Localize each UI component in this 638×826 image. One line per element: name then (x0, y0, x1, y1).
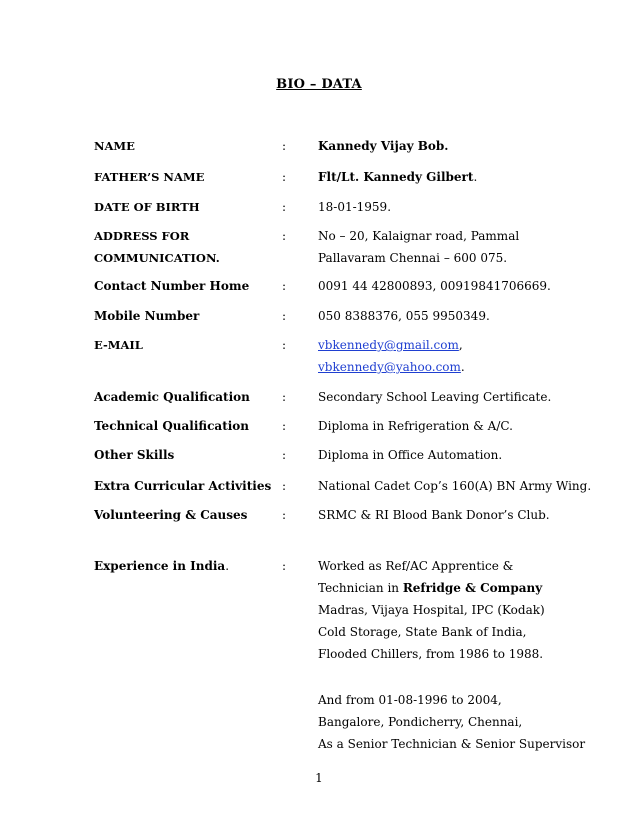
field-technical-label: Technical Qualification (94, 419, 250, 433)
experience-line8: As a Senior Technician & Senior Supervisor (318, 737, 586, 751)
field-extra-value: National Cadet Cop’s 160(A) BN Army Wing. (318, 479, 592, 493)
field-address-label-line1: ADDRESS FOR (94, 229, 190, 243)
experience-line5: Flooded Chillers, from 1986 to 1988. (318, 647, 544, 661)
field-address-value-line1: No – 20, Kalaignar road, Pammal (318, 229, 520, 243)
field-experience-label-tail: . (225, 559, 230, 573)
field-other-skills-colon: : (282, 448, 287, 462)
field-address-value-line2: Pallavaram Chennai – 600 075. (318, 251, 508, 265)
field-email-value (318, 334, 618, 378)
experience-line2-bold: Refridge & Company (402, 581, 543, 595)
field-address-label-line2: COMMUNICATION. (94, 251, 220, 265)
field-experience-colon: : (282, 559, 287, 573)
field-father-value-bold: Flt/Lt. Kannedy Gilbert (318, 170, 474, 184)
field-dob-value: 18-01-1959. (318, 200, 392, 214)
field-father-value (318, 166, 618, 188)
field-address-label (94, 225, 274, 269)
field-mobile-value: 050 8388376, 055 9950349. (318, 309, 490, 323)
document-title: BIO – DATA (276, 77, 362, 92)
experience-line2 (318, 577, 618, 599)
field-father-label: FATHER’S NAME (94, 170, 205, 184)
field-mobile-label: Mobile Number (94, 309, 200, 323)
field-name-value: Kannedy Vijay Bob. (318, 139, 449, 153)
experience-line4: Cold Storage, State Bank of India, (318, 625, 527, 639)
page-number: 1 (315, 771, 323, 785)
field-father-colon: : (282, 170, 287, 184)
experience-spacer (318, 665, 618, 689)
field-extra-label: Extra Curricular Activities (94, 479, 272, 493)
field-experience-value (318, 555, 618, 755)
field-dob-label: DATE OF BIRTH (94, 200, 200, 214)
email-sep2: . (460, 360, 465, 374)
field-email-colon: : (282, 338, 287, 352)
field-other-skills-label: Other Skills (94, 448, 175, 462)
field-volunteering-value: SRMC & RI Blood Bank Donor’s Club. (318, 508, 550, 522)
email-link-yahoo[interactable]: vbkennedy@yahoo.com (318, 360, 461, 374)
experience-line3: Madras, Vijaya Hospital, IPC (Kodak) (318, 603, 545, 617)
email-sep1: , (458, 338, 463, 352)
field-experience-label (94, 555, 274, 577)
field-address-value (318, 225, 618, 269)
field-dob-colon: : (282, 200, 287, 214)
field-academic-colon: : (282, 390, 287, 404)
experience-line7: Bangalore, Pondicherry, Chennai, (318, 715, 523, 729)
field-contact-home-label: Contact Number Home (94, 279, 250, 293)
field-name-label: NAME (94, 139, 135, 153)
field-father-value-tail: . (473, 170, 478, 184)
field-contact-home-value: 0091 44 42800893, 00919841706669. (318, 279, 551, 293)
field-academic-value: Secondary School Leaving Certificate. (318, 390, 552, 404)
email-link-gmail[interactable]: vbkennedy@gmail.com (318, 338, 459, 352)
field-technical-colon: : (282, 419, 287, 433)
field-technical-value: Diploma in Refrigeration & A/C. (318, 419, 513, 433)
experience-line1: Worked as Ref/AC Apprentice & (318, 559, 514, 573)
field-academic-label: Academic Qualification (94, 390, 250, 404)
field-email-line2 (318, 356, 618, 378)
field-extra-colon: : (282, 479, 287, 493)
field-email-label: E-MAIL (94, 338, 143, 352)
field-volunteering-label: Volunteering & Causes (94, 508, 248, 522)
field-name-colon: : (282, 139, 287, 153)
field-experience-label-bold: Experience in India (94, 559, 226, 573)
experience-line2-pre: Technician in (318, 581, 403, 595)
field-contact-home-colon: : (282, 279, 287, 293)
field-other-skills-value: Diploma in Office Automation. (318, 448, 503, 462)
field-volunteering-colon: : (282, 508, 287, 522)
field-address-colon: : (282, 229, 287, 243)
field-email-line1 (318, 334, 618, 356)
experience-line6: And from 01-08-1996 to 2004, (318, 693, 502, 707)
field-mobile-colon: : (282, 309, 287, 323)
